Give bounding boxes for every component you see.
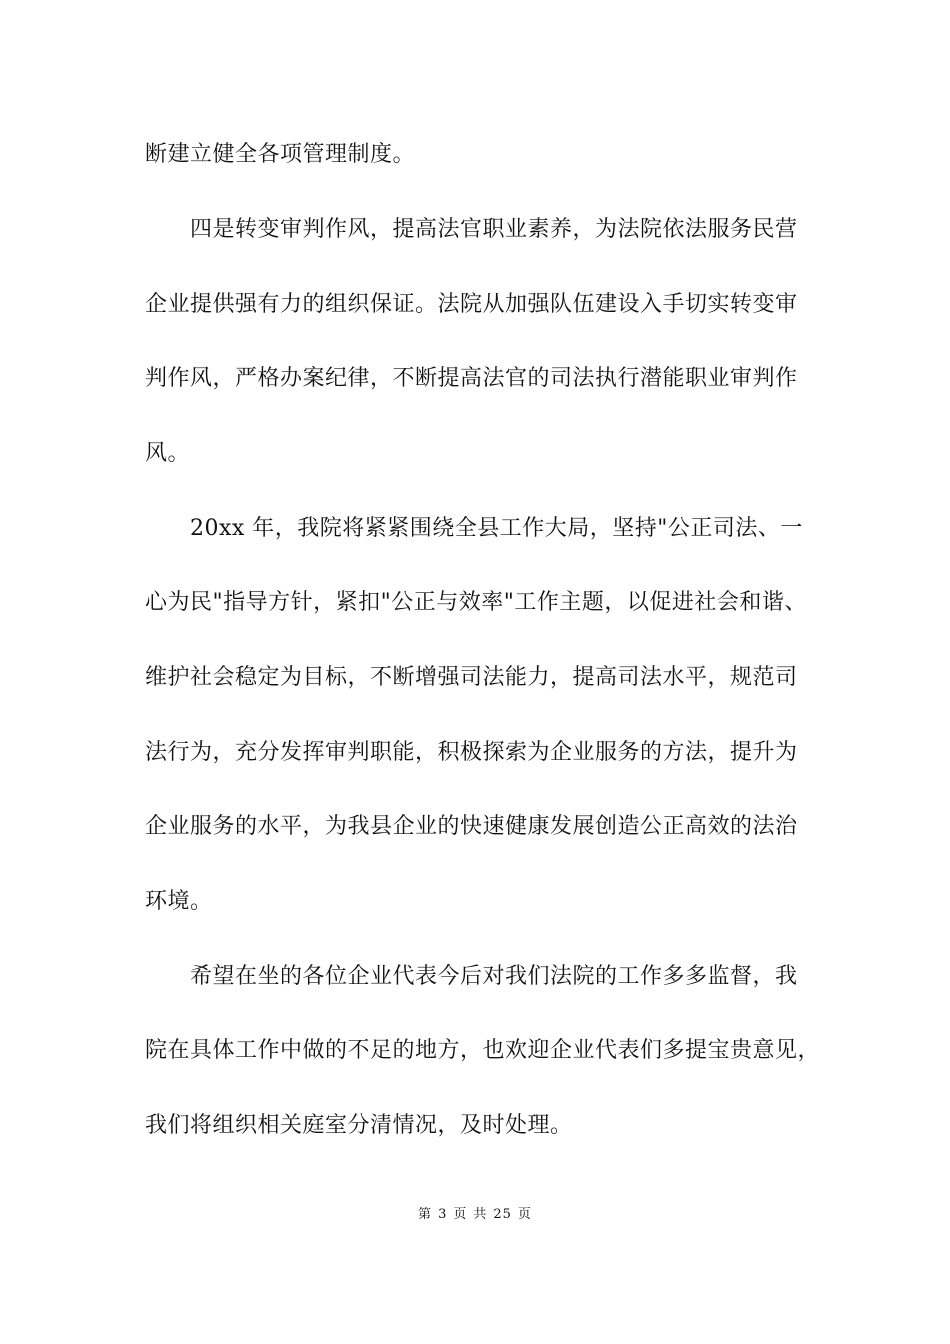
footer-mid2: 共 <box>473 1207 488 1222</box>
paragraph-line-13: 院在具体工作中做的不足的地方，也欢迎企业代表们多提宝贵意见， <box>145 1038 821 1063</box>
paragraph-line-6: 20xx 年，我院将紧紧围绕全县工作大局，坚持"公正司法、一 <box>190 516 803 541</box>
paragraph-line-14: 我们将组织相关庭室分清情况，及时处理。 <box>145 1113 573 1138</box>
paragraph-line-7: 心为民"指导方针，紧扣"公正与效率"工作主题，以促进社会和谐、 <box>145 590 807 615</box>
footer-suffix: 页 <box>517 1207 532 1222</box>
paragraph-line-10: 企业服务的水平，为我县企业的快速健康发展创造公正高效的法治 <box>145 814 798 839</box>
paragraph-line-8: 维护社会稳定为目标，不断增强司法能力，提高司法水平，规范司 <box>145 665 798 690</box>
footer-mid1: 页 <box>453 1207 468 1222</box>
paragraph-line-11: 环境。 <box>145 889 213 914</box>
paragraph-line-5: 风。 <box>145 441 191 466</box>
footer-current-page: 3 <box>438 1207 448 1222</box>
paragraph-line-9: 法行为，充分发挥审判职能，积极探索为企业服务的方法，提升为 <box>145 740 798 765</box>
paragraph-line-4: 判作风，严格办案纪律，不断提高法官的司法执行潜能职业审判作 <box>145 366 798 391</box>
paragraph-line-1: 断建立健全各项管理制度。 <box>145 142 416 167</box>
paragraph-line-12: 希望在坐的各位企业代表今后对我们法院的工作多多监督，我 <box>190 964 798 989</box>
page-footer <box>0 1206 950 1224</box>
footer-total-pages: 25 <box>493 1207 512 1222</box>
footer-prefix: 第 <box>418 1207 433 1222</box>
paragraph-line-3: 企业提供强有力的组织保证。法院从加强队伍建设入手切实转变审 <box>145 292 798 317</box>
paragraph-line-2: 四是转变审判作风，提高法官职业素养，为法院依法服务民营 <box>190 217 798 242</box>
